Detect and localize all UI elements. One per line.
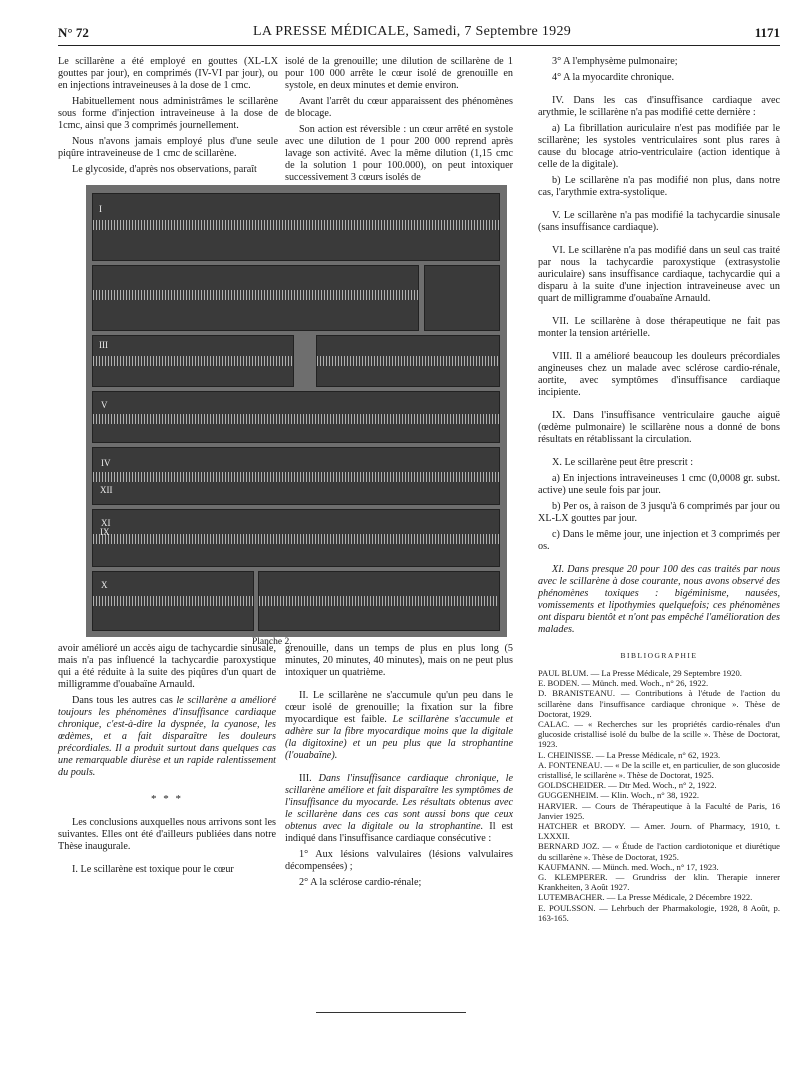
bibliography-entry: D. BRANISTEANU. — Contributions à l'étude de l'action du scillarène dans l'insuffisance cardiaque chronique ». Thèse de Doctorat, 1929. [538,688,780,719]
paragraph: Dans tous les autres cas le scillarène a amélioré toujours les phénomènes d'insuffisance cardiaque chronique, c'est-à-dire la dyspnée, la cyanose, les œdèmes, et a fait disparaître les douleurs précordiales. Il a produit surtout dans quelques cas une remarquable diurèse et un rapide ralentissement du pouls. [58,695,276,778]
footer-rule [316,1012,466,1013]
trace-strip [92,265,419,331]
bibliography-entry: GUGGENHEIM. — Klin. Woch., n° 38, 1922. [538,790,700,801]
paragraph: Le glycoside, d'après nos observations, paraît [72,164,257,175]
trace-strip [92,335,294,387]
conclusion-iv-a: a) La fibrillation auriculaire n'est pas modifiée par le scillarène; les systoles ventriculaires sont plus rares à cause du blocage atrio-ventriculaire (action identique à celle de la digitale). [538,123,780,170]
strip-label: I [99,204,102,214]
trace-strip [316,335,500,387]
column-3 [538,56,780,923]
strip-label: V [101,400,108,410]
bibliography-entry: BERNARD JOZ. — « Étude de l'action cardiotonique et diurétique du scillarène ». Thèse de Doctorat, 1925. [538,841,780,862]
bibliography-entry: LUTEMBACHER. — La Presse Médicale, 2 Décembre 1922. [538,892,753,903]
trace-strip [92,193,500,261]
trace-strip [92,509,500,567]
paragraph: II. Le scillarène ne s'accumule qu'un peu dans le cœur isolé de grenouille; la fixation sur la fibre myocardique est faible. Le scillarène s'accumule et adhère sur la fibre myocardique moins que la digitale (la digitoxine) et un peu plus que la strophantine (l'ouabaïne). [285,690,513,761]
column-2-bottom [285,643,513,893]
bibliography-entry: HATCHER et BRODY. — Amer. Journ. of Pharmacy, 1910, t. LXXXII. [538,821,780,842]
bibliography-heading: BIBLIOGRAPHIE [620,651,698,660]
bibliography-entry: GOLDSCHEIDER. — Dtr Med. Woch., n° 2, 1922. [538,780,717,791]
trace-strip [424,265,500,331]
strip-label: IX [100,527,110,537]
paragraph: Nous n'avons jamais employé plus d'une seule piqûre intraveineuse de 1 cmc de scillarène. [58,136,278,159]
journal-title: LA PRESSE MÉDICALE, Samedi, 7 Septembre 1929 [253,24,572,39]
list-item: 2° A la sclérose cardio-rénale; [299,877,422,888]
conclusion-vi: VI. Le scillarène n'a pas modifié dans un seul cas traité par nous la tachycardie paroxystique (extrasystolie auriculaire) sans insuffisance cardiaque, tachycardie qui a disparu à la suite d'une injection intraveineuse avec un quart de milligramme d'ouabaïne Arnauld. [538,245,780,304]
conclusion-viii: VIII. Il a amélioré beaucoup les douleurs précordiales angineuses chez un malade avec sclérose cardio-rénale, aortite, avec symptômes d'insuffisance cardiaque incipiente. [538,351,780,398]
strip-label: III [99,340,108,350]
bibliography-entry: G. KLEMPERER. — Grundriss der klin. Therapie innerer Krankheiten, 3 Août 1927. [538,872,780,893]
paragraph: Avant l'arrêt du cœur apparaissent des phénomènes de blocage. [285,96,513,119]
conclusion-iv-b: b) Le scillarène n'a pas modifié non plus, dans notre cas, l'arythmie extra-systolique. [538,175,780,198]
bibliography-entry: PAUL BLUM. — La Presse Médicale, 29 Septembre 1920. [538,668,742,678]
paragraph: grenouille, dans un temps de plus en plus long (5 minutes, 20 minutes, 40 minutes), mais on ne peut plus intoxiquer un quatrième. [285,643,513,678]
trace-strip [92,571,254,631]
page-number: 1171 [754,25,780,40]
figure-caption: Planche 2. [252,637,292,647]
list-item: 3° A l'emphysème pulmonaire; [552,56,678,67]
list-item: 4° A la myocardite chronique. [552,72,675,83]
bibliography-entry: E. POULSSON. — Lehrbuch der Pharmakologie, 1928, 8 Août, p. 163-165. [538,902,780,923]
conclusion-iv: IV. Dans les cas d'insuffisance cardiaque avec arythmie, le scillarène n'a pas modifié cette dernière : [538,95,780,118]
trace-strip [258,571,500,631]
bibliography-entry: KAUFMANN. — Münch. med. Woch., n° 17, 1923. [538,861,719,872]
bibliography-entry: L. CHEINISSE. — La Presse Médicale, n° 62, 1923. [538,749,721,760]
conclusion-x-a: a) En injections intraveineuses 1 cmc (0,0008 gr. subst. active) une seule fois par jour. [538,473,780,496]
strip-label: X [101,580,108,590]
paragraph: Habituellement nous administrâmes le scillarène sous forme d'injection intraveineuse à la dose de 1cmc, ainsi que 3 comprimés journellement. [58,96,278,131]
conclusion-ix: IX. Dans l'insuffisance ventriculaire gauche aiguë (œdème pulmonaire) le scillarène nous a donné de bons résultats en rétablissant la circulation. [538,410,780,445]
bibliography-entry: E. BODEN. — Münch. med. Woch., n° 26, 1922. [538,678,709,689]
column-1-bottom [58,643,276,880]
list-item: 1° Aux lésions valvulaires (lésions valvulaires décompensées) ; [285,849,513,872]
paragraph: Les conclusions auxquelles nous arrivons sont les suivantes. Elles ont été d'ailleurs publiées dans notre Thèse inaugurale. [58,817,276,852]
strip-label: XII [100,485,113,495]
section-separator: * * * [151,793,183,805]
paragraph: isolé de la grenouille; une dilution de scillarène de 1 pour 100 000 arrête le cœur isolé de grenouille en systole, en deux minutes et demie environ. [285,56,513,91]
bibliography-list [538,668,780,923]
conclusion-x-c: c) Dans le même jour, une injection et 3 comprimés per os. [538,529,780,552]
strip-label: IV [101,458,111,468]
ecg-plate-figure [86,185,507,637]
conclusion-x: X. Le scillarène peut être prescrit : [552,457,694,468]
paragraph: avoir amélioré un accès aigu de tachycardie sinusale, mais n'a pas influencé la tachycardie paroxystique qui a été réduite à la suite des piqûres d'un quart de milligramme d'ouabaïne Arnauld. [58,643,276,690]
strip-label: XI [101,518,111,528]
trace-strip [92,391,500,443]
column-2-top [285,56,513,188]
paragraph: III. Dans l'insuffisance cardiaque chronique, le scillarène améliore et fait disparaître les symptômes de l'insuffisance du myocarde. Les résultats obtenus avec le scillarène dans ces cas sont aussi bons que ceux obtenus avec la digitale ou la strophantine. Il est indiqué dans l'insuffisance cardiaque consécutive : [285,773,513,844]
paragraph: I. Le scillarène est toxique pour le cœur [72,864,234,875]
paragraph: Son action est réversible : un cœur arrêté en systole avec une dilution de 1 pour 200 000 reprend après lavage son activité. Avec la même dilution (1,15 cmc de la solution 1 pour 100.000), on peut intoxiquer successivement 3 cœurs isolés de [285,124,513,183]
column-1-top [58,56,278,180]
bibliography-entry: A. FONTENEAU. — « De la scille et, en particulier, de son glucoside cristallisé, le scillarène ». Thèse de Doctorat, 1925. [538,759,780,781]
bibliography-entry: CALAC. — « Recherches sur les propriétés cardio-rénales d'un glucoside cristallisé isolé du bulbe de la scille ». Thèse de Doctorat, 1923. [538,719,780,750]
conclusion-x-b: b) Per os, à raison de 3 jusqu'à 6 comprimés par jour ou XL-LX gouttes par jour. [538,501,780,524]
trace-strip [92,447,500,505]
paragraph: Le scillarène a été employé en gouttes (XL-LX gouttes par jour), en comprimés (IV-VI par jour), ou en injections intraveineuses à la dose de 1 cmc. [58,56,278,91]
bibliography-entry: HARVIER. — Cours de Thérapeutique à la Faculté de Paris, 16 Janvier 1925. [538,800,780,821]
page-header [58,25,780,46]
conclusion-vii: VII. Le scillarène à dose thérapeutique ne fait pas monter la tension artérielle. [538,316,780,339]
conclusion-xi: XI. Dans presque 20 pour 100 des cas traités par nous avec le scillarène à dose courante, nous avons observé des phénomènes toxiques : bigéminisme, nausées, vomissements et lipothymies quelquefois; ces phénomènes ont disparu bientôt et n'ont pas empêché l'amélioration des malades. [538,564,780,635]
conclusion-v: V. Le scillarène n'a pas modifié la tachycardie sinusale (sans insuffisance cardiaque). [538,210,780,233]
issue-number: N° 72 [58,25,89,40]
